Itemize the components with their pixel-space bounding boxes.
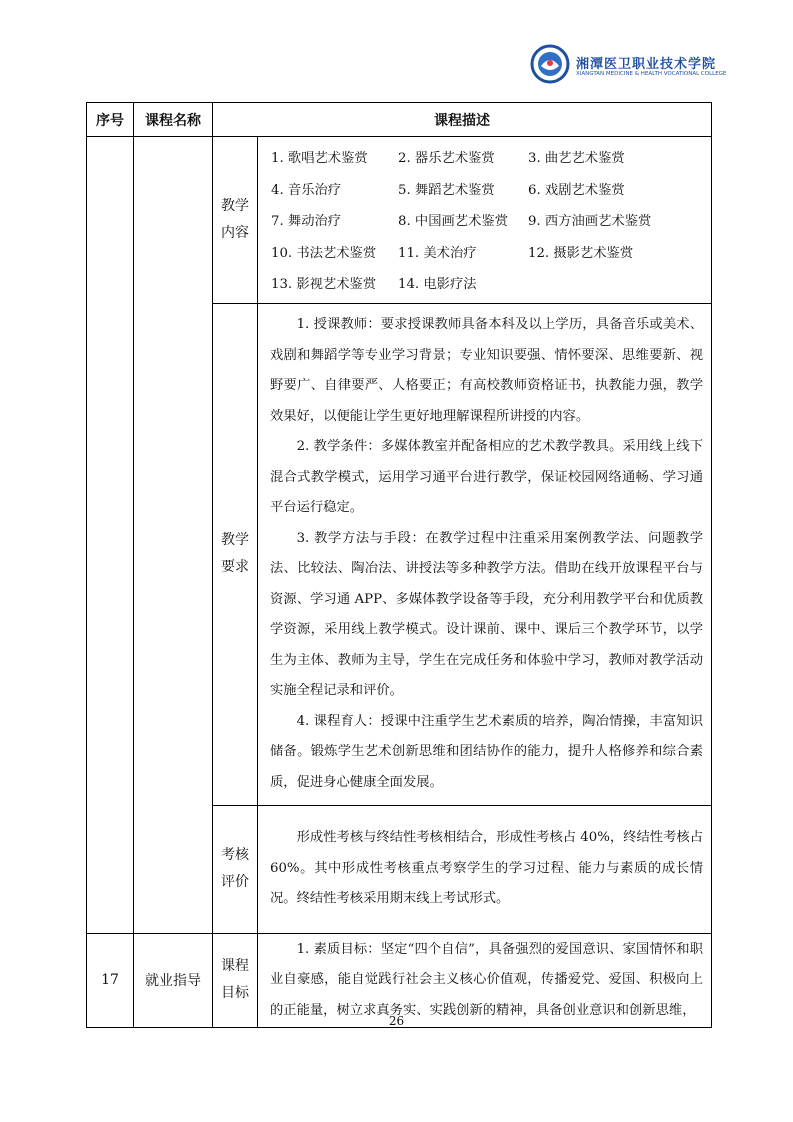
logo-title: 湘潭医卫职业技术学院 bbox=[576, 57, 717, 72]
page-number: 26 bbox=[388, 1014, 405, 1028]
requirement-paragraph: 1. 授课教师：要求授课教师具备本科及以上学历，具备音乐或美术、戏剧和舞蹈学等专业学习背景；专业知识要强、情怀要深、思维要新、视野要广、自律要严、人格要正；有高校教师资格证书，执教能力强，教学效果好，以便能让学生更好地理解课程所讲授的内容。 bbox=[270, 317, 703, 424]
number-cell-empty bbox=[87, 137, 134, 934]
college-logo bbox=[530, 44, 727, 86]
header-course-name: 课程名称 bbox=[134, 103, 213, 137]
row-number: 17 bbox=[87, 933, 134, 1027]
course-name: 就业指导 bbox=[134, 933, 213, 1027]
college-emblem-icon bbox=[530, 44, 570, 84]
course-table bbox=[86, 102, 712, 1028]
header-course-description: 课程描述 bbox=[213, 103, 712, 137]
list-item: 10. 书法艺术鉴赏 11. 美术治疗 12. 摄影艺术鉴赏 bbox=[271, 245, 634, 261]
course-cell-empty bbox=[134, 137, 213, 934]
logo-subtitle: XIANGTAN MEDICINE & HEALTH VOCATIONAL COLLEGE bbox=[576, 71, 727, 77]
list-item: 13. 影视艺术鉴赏 14. 电影疗法 bbox=[271, 277, 477, 293]
list-item: 7. 舞动治疗 8. 中国画艺术鉴赏 9. 西方油画艺术鉴赏 bbox=[271, 214, 652, 230]
requirements-text bbox=[258, 303, 712, 805]
table-header-row bbox=[87, 103, 712, 137]
table-row bbox=[87, 137, 712, 304]
requirement-paragraph: 4. 课程育人：授课中注重学生艺术素质的培养，陶冶情操，丰富知识储备。锻炼学生艺术创新思维和团结协作的能力，提升人格修养和综合素质，促进身心健康全面发展。 bbox=[270, 713, 703, 790]
evaluation-text: 形成性考核与终结性考核相结合，形成性考核占 40%，终结性考核占 60%。其中形成性考核重点考察学生的学习过程、能力与素质的成长情况。终结性考核采用期末线上考试形式。 bbox=[258, 805, 712, 933]
header-number: 序号 bbox=[87, 103, 134, 137]
requirement-paragraph: 2. 教学条件：多媒体教室并配备相应的艺术教学教具。采用线上线下混合式教学模式，运用学习通平台进行教学，保证校园网络通畅、学习通平台运行稳定。 bbox=[270, 439, 703, 515]
list-item: 4. 音乐治疗 5. 舞蹈艺术鉴赏 6. 戏剧艺术鉴赏 bbox=[271, 182, 625, 198]
requirement-paragraph: 3. 教学方法与手段：在教学过程中注重采用案例教学法、问题教学法、比较法、陶冶法、讲授法等多种教学方法。借助在线开放课程平台与资源、学习通 APP、多媒体教学设备等手段，充分利用教学平台和优质教学资源，采用线上教学模式。设计课前、课中、课后三个教学环节，以学生为主体、教师为主导，学生在完成任务和体验中学习，教师对教学活动实施全程记录和评价。 bbox=[270, 530, 703, 698]
requirements-label: 教学 要求 bbox=[213, 303, 258, 805]
evaluation-label: 考核 评价 bbox=[213, 805, 258, 933]
goal-text: 1. 素质目标：坚定“四个自信”，具备强烈的爱国意识、家国情怀和职业自豪感，能自觉践行社会主义核心价值观，传播爱党、爱国、积极向上的正能量，树立求真务实、实践创新的精神，具备创业意识和创新思维， bbox=[258, 933, 712, 1027]
content-items bbox=[258, 137, 712, 304]
goal-label: 课程 目标 bbox=[213, 933, 258, 1027]
content-label: 教学 内容 bbox=[213, 137, 258, 304]
list-item: 1. 歌唱艺术鉴赏 2. 器乐艺术鉴赏 3. 曲艺艺术鉴赏 bbox=[271, 151, 625, 167]
table-row bbox=[87, 933, 712, 1027]
